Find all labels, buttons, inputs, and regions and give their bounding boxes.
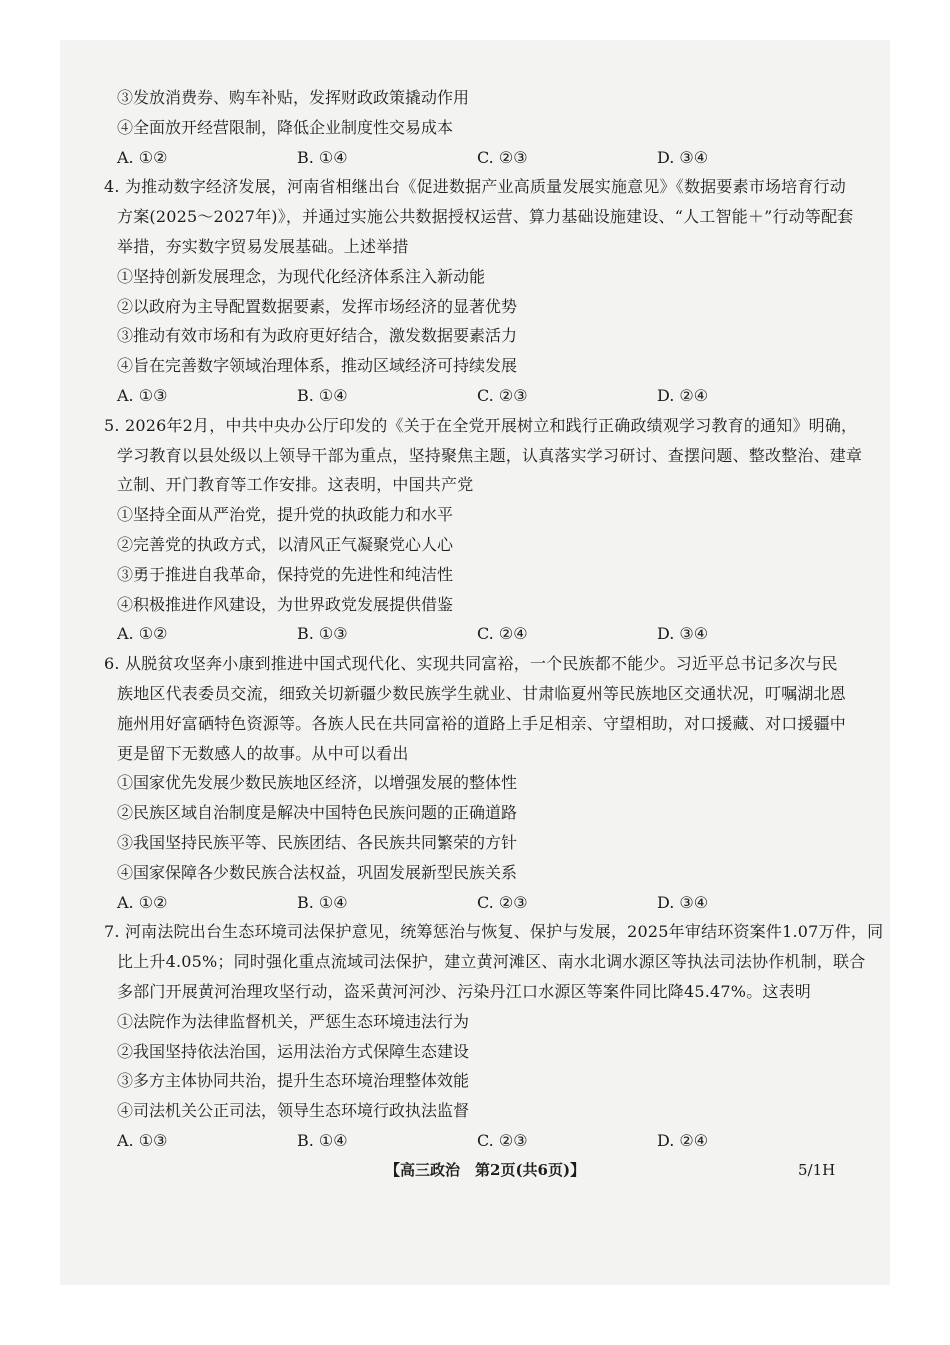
q3-choice-a[interactable]: A. ①②: [117, 147, 168, 167]
q6-choice-a[interactable]: A. ①②: [117, 892, 168, 912]
q6-option-4: ④国家保障各少数民族合法权益，巩固发展新型民族关系: [117, 862, 518, 882]
question-4: [104, 172, 854, 410]
q4-choice-a[interactable]: A. ①③: [117, 385, 168, 405]
page-footer: [0, 1158, 950, 1182]
q4-stem-line-1: 4. 为推动数字经济发展，河南省相继出台《促进数据产业高质量发展实施意见》《数据要素市场培育行动: [104, 177, 846, 197]
q4-choice-c[interactable]: C. ②③: [477, 385, 528, 405]
q7-choice-d[interactable]: D. ②④: [657, 1130, 709, 1150]
q6-choice-d[interactable]: D. ③④: [657, 892, 709, 912]
question-6: [104, 649, 847, 917]
q7-option-1: ①法院作为法律监督机关，严惩生态环境违法行为: [117, 1011, 470, 1031]
q6-option-3: ③我国坚持民族平等、民族团结、各民族共同繁荣的方针: [117, 832, 518, 852]
q5-option-3: ③勇于推进自我革命，保持党的先进性和纯洁性: [117, 564, 454, 584]
q5-stem-line-2: 学习教育以县处级以上领导干部为重点，坚持聚焦主题，认真落实学习研讨、查摆问题、整改整治、建章: [117, 445, 863, 465]
q6-stem-line-1: 6. 从脱贫攻坚奔小康到推进中国式现代化、实现共同富裕，一个民族都不能少。习近平总书记多次与民: [104, 654, 838, 674]
q7-option-2: ②我国坚持依法治国，运用法治方式保障生态建设: [117, 1041, 470, 1061]
q6-stem-line-3: 施州用好富硒特色资源等。各族人民在共同富裕的道路上手足相亲、守望相助，对口援藏、对口援疆中: [117, 713, 847, 733]
q4-option-2: ②以政府为主导配置数据要素，发挥市场经济的显著优势: [117, 296, 518, 316]
q6-answer-choices: [117, 888, 837, 918]
q4-answer-choices: [117, 381, 837, 411]
q5-option-4: ④积极推进作风建设，为世界政党发展提供借鉴: [117, 594, 454, 614]
q5-option-2: ②完善党的执政方式，以清风正气凝聚党心人心: [117, 534, 454, 554]
q6-choice-b[interactable]: B. ①④: [297, 892, 348, 912]
q7-stem-line-3: 多部门开展黄河治理攻坚行动，盗采黄河河沙、污染丹江口水源区等案件同比降45.47%。这表明: [117, 981, 812, 1001]
q6-option-2: ②民族区域自治制度是解决中国特色民族问题的正确道路: [117, 803, 518, 823]
question-3: [117, 83, 837, 172]
q5-stem-line-1: 5. 2026年2月，中共中央办公厅印发的《关于在全党开展树立和践行正确政绩观学习教育的通知》明确，: [104, 415, 858, 435]
q4-choice-b[interactable]: B. ①④: [297, 385, 348, 405]
q7-stem-line-2: 比上升4.05%；同时强化重点流域司法保护，建立黄河滩区、南水北调水源区等执法司法协作机制，联合: [117, 952, 866, 972]
q4-stem-line-3: 举措，夯实数字贸易发展基础。上述举措: [117, 236, 409, 256]
q3-answer-choices: [117, 143, 837, 173]
q5-choice-c[interactable]: C. ②④: [477, 624, 528, 644]
q7-choice-c[interactable]: C. ②③: [477, 1130, 528, 1150]
q5-answer-choices: [117, 619, 837, 649]
q5-choice-a[interactable]: A. ①②: [117, 624, 168, 644]
q3-choice-d[interactable]: D. ③④: [657, 147, 709, 167]
q5-option-1: ①坚持全面从严治党，提升党的执政能力和水平: [117, 505, 454, 525]
footer-exam-code: 5/1H: [798, 1161, 836, 1179]
q3-choice-b[interactable]: B. ①④: [297, 147, 348, 167]
q6-choice-c[interactable]: C. ②③: [477, 892, 528, 912]
question-5: [104, 411, 863, 649]
q6-stem-line-2: 族地区代表委员交流，细致关切新疆少数民族学生就业、甘肃临夏州等民族地区交通状况，叮嘱湖北恩: [117, 683, 847, 703]
q7-answer-choices: [117, 1126, 837, 1156]
q6-option-1: ①国家优先发展少数民族地区经济，以增强发展的整体性: [117, 773, 518, 793]
q5-stem-line-3: 立制、开门教育等工作安排。这表明，中国共产党: [117, 475, 474, 495]
footer-page-title: 【高三政治 第2页(共6页)】: [385, 1161, 586, 1179]
q3-option-3: ③发放消费券、购车补贴，发挥财政政策撬动作用: [117, 88, 470, 107]
q4-option-1: ①坚持创新发展理念，为现代化经济体系注入新动能: [117, 266, 486, 286]
question-7: [104, 917, 884, 1155]
q3-option-4: ④全面放开经营限制，降低企业制度性交易成本: [117, 117, 454, 137]
q5-choice-d[interactable]: D. ③④: [657, 624, 709, 644]
q7-choice-b[interactable]: B. ①④: [297, 1130, 348, 1150]
q6-stem-line-4: 更是留下无数感人的故事。从中可以看出: [117, 743, 409, 763]
q3-choice-c[interactable]: C. ②③: [477, 147, 528, 167]
q7-stem-line-1: 7. 河南法院出台生态环境司法保护意见，统筹惩治与恢复、保护与发展，2025年审结环资案件1.07万件，同: [104, 922, 884, 942]
q4-stem-line-2: 方案(2025～2027年)》，并通过实施公共数据授权运营、算力基础设施建设、“人工智能＋”行动等配套: [117, 207, 854, 227]
q5-choice-b[interactable]: B. ①③: [297, 624, 348, 644]
q7-option-4: ④司法机关公正司法，领导生态环境行政执法监督: [117, 1101, 470, 1121]
q4-option-4: ④旨在完善数字领域治理体系，推动区域经济可持续发展: [117, 356, 518, 376]
page-content: [104, 83, 884, 1156]
q4-option-3: ③推动有效市场和有为政府更好结合，激发数据要素活力: [117, 326, 518, 346]
q4-choice-d[interactable]: D. ②④: [657, 385, 709, 405]
q7-choice-a[interactable]: A. ①③: [117, 1130, 168, 1150]
q7-option-3: ③多方主体协同共治，提升生态环境治理整体效能: [117, 1071, 470, 1091]
